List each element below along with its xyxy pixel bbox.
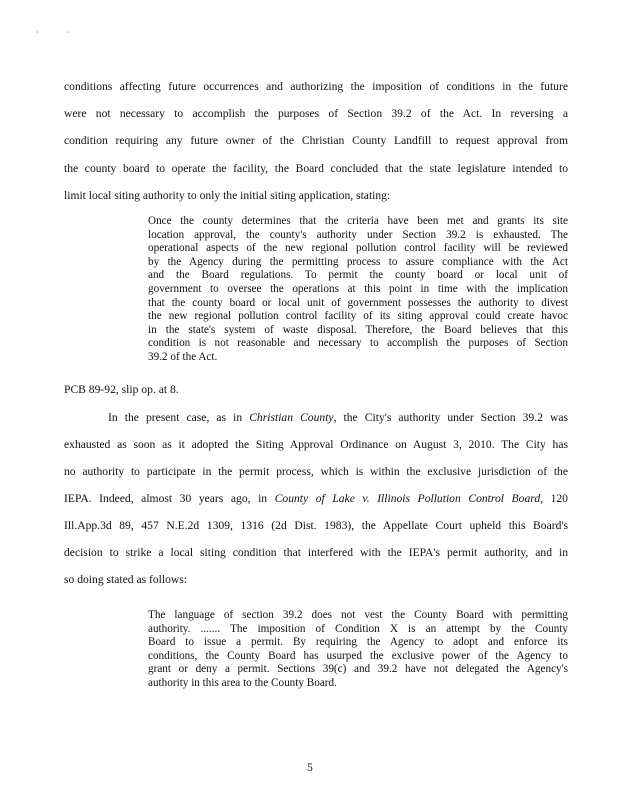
quote-line: that the county board or local unit of government possesses the authority to divest [148, 296, 568, 309]
quote-line: government to oversee the operations at this point in time with the implication [148, 282, 568, 295]
quote-line: condition is not reasonable and necessary to accomplish the purposes of Section [148, 337, 568, 350]
quote-line: in the state's system of waste disposal. Therefore, the Board believes that this [148, 323, 568, 336]
citation: PCB 89-92, slip op. at 8. [64, 383, 179, 396]
text-line: Ill.App.3d 89, 457 N.E.2d 1309, 1316 (2d Dist. 1983), the Appellate Court upheld this Board's [64, 519, 568, 532]
text-span: In the present case, as in [108, 411, 250, 424]
quote-line: and the Board regulations. To permit the county board or local unit of [148, 269, 568, 282]
quote-line: the new regional pollution control facility of its siting approval could create havoc [148, 310, 568, 323]
page-number: 5 [307, 761, 313, 774]
block-quote-2 [148, 609, 568, 691]
quote-line: grant or deny a permit. Sections 39(c) and 39.2 have not delegated the Agency's [148, 663, 568, 676]
case-name: County of Lake v. Illinois Pollution Control Board, [274, 492, 544, 505]
scan-mark: · [36, 28, 39, 37]
quote-line: 39.2 of the Act. [148, 350, 218, 363]
quote-line: by the Agency during the permitting process to assure compliance with the Act [148, 255, 568, 268]
text-line: the county board to operate the facility, the Board concluded that the state legislature intended to [64, 162, 568, 175]
text-line: exhausted as soon as it adopted the Siting Approval Ordinance on August 3, 2010. The City has [64, 438, 568, 451]
scan-mark: · [66, 28, 69, 37]
text-line: decision to strike a local siting condition that interfered with the IEPA's permit authority, and in [64, 546, 568, 559]
text-line: were not necessary to accomplish the purposes of Section 39.2 of the Act. In reversing a [64, 107, 568, 120]
block-quote-1 [148, 215, 568, 365]
text-line: limit local siting authority to only the initial siting application, stating: [64, 189, 391, 202]
text-line [64, 411, 568, 425]
case-name: Christian County [249, 411, 334, 424]
quote-line: Once the county determines that the criteria have been met and grants its site [148, 215, 568, 227]
quote-line: The language of section 39.2 does not vest the County Board with permitting [148, 609, 568, 621]
text-line [64, 492, 568, 506]
quote-line: authority in this area to the County Board. [148, 676, 337, 689]
text-line: no authority to participate in the permit process, which is within the exclusive jurisdiction of the [64, 465, 568, 478]
text-span: IEPA. Indeed, almost 30 years ago, in [64, 492, 275, 505]
text-line: so doing stated as follows: [64, 573, 188, 586]
quote-line: operational aspects of the new regional pollution control facility will be reviewed [148, 242, 568, 255]
quote-line: location approval, the county's authority under Section 39.2 is exhausted. The [148, 228, 568, 241]
text-line: conditions affecting future occurrences and authorizing the imposition of conditions in the future [64, 80, 568, 93]
text-span: 120 [543, 492, 568, 505]
quote-line: authority. ....... The imposition of Condition X is an attempt by the County [148, 622, 568, 635]
quote-line: Board to issue a permit. By requiring the Agency to adopt and enforce its [148, 636, 568, 649]
quote-line: conditions, the County Board has usurped the exclusive power of the Agency to [148, 649, 568, 662]
text-span: , the City's authority under Section 39.2 was [333, 411, 569, 424]
text-line: condition requiring any future owner of the Christian County Landfill to request approval from [64, 134, 568, 147]
